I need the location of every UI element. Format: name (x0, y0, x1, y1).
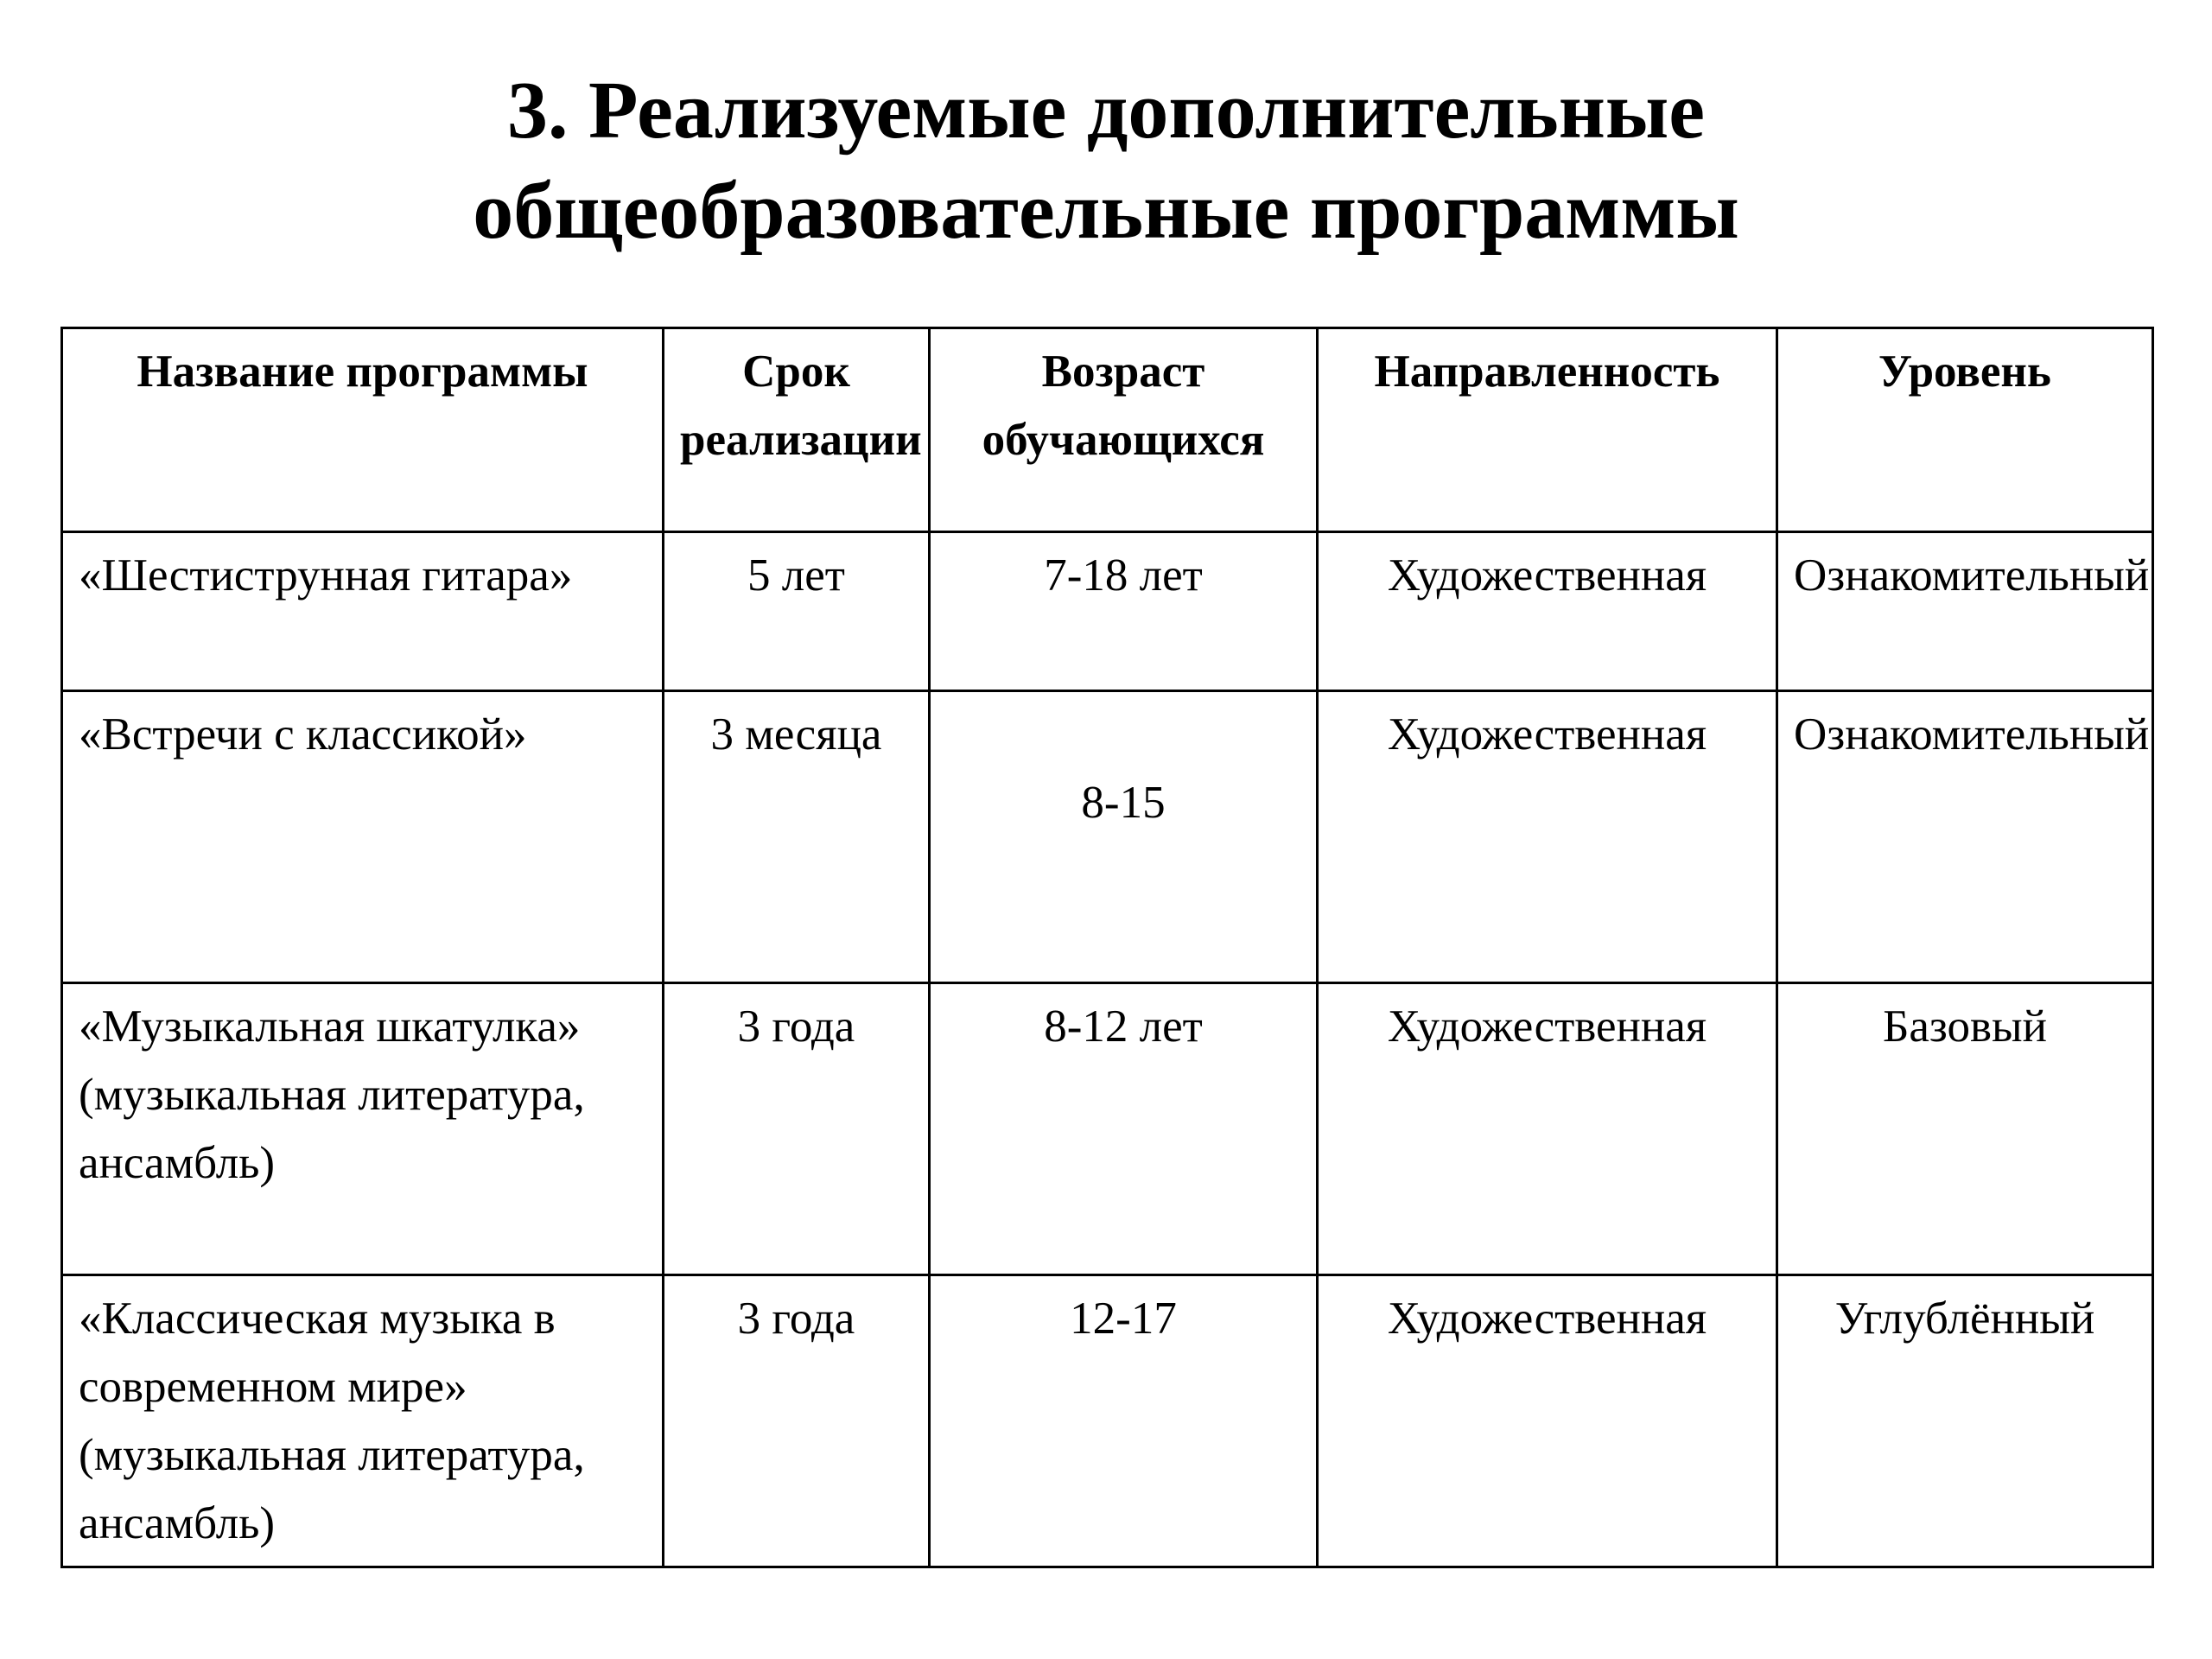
cell-term: 3 года (664, 1275, 930, 1567)
cell-age: 7-18 лет (930, 532, 1318, 691)
page-title (0, 60, 2212, 261)
cell-term: 3 месяца (664, 691, 930, 983)
table-row (62, 1275, 2153, 1567)
table-row (62, 532, 2153, 691)
cell-program-name: «Встречи с классикой» (62, 691, 664, 983)
cell-age-value: 8-15 (1081, 778, 1166, 828)
table-row (62, 691, 2153, 983)
table-header-row (62, 328, 2153, 532)
cell-age (930, 691, 1318, 983)
cell-direction: Художественная (1318, 691, 1777, 983)
header-age: Возраст обучающихся (930, 328, 1318, 532)
cell-term: 5 лет (664, 532, 930, 691)
cell-program-name: «Классическая музыка в современном мире» (музыкальная литература, ансамбль) (62, 1275, 664, 1567)
cell-spacer (946, 701, 1300, 769)
cell-term: 3 года (664, 983, 930, 1275)
page-title-line-1: 3. Реализуемые дополнительные (506, 66, 1706, 156)
cell-level: Углублённый (1777, 1275, 2153, 1567)
cell-direction: Художественная (1318, 983, 1777, 1275)
cell-level: Ознакомительный (1777, 532, 2153, 691)
programs-table (60, 327, 2154, 1568)
table-row (62, 983, 2153, 1275)
cell-program-name: «Шестиструнная гитара» (62, 532, 664, 691)
header-direction: Направленность (1318, 328, 1777, 532)
header-program-name: Название программы (62, 328, 664, 532)
cell-direction: Художественная (1318, 1275, 1777, 1567)
cell-level: Ознакомительный (1777, 691, 2153, 983)
cell-direction: Художественная (1318, 532, 1777, 691)
cell-level: Базовый (1777, 983, 2153, 1275)
cell-age: 8-12 лет (930, 983, 1318, 1275)
cell-program-name: «Музыкальная шкатулка» (музыкальная литература, ансамбль) (62, 983, 664, 1275)
cell-age: 12-17 (930, 1275, 1318, 1567)
header-term: Срок реализации (664, 328, 930, 532)
header-level: Уровень (1777, 328, 2153, 532)
page-title-line-2: общеобразовательные программы (473, 166, 1739, 256)
